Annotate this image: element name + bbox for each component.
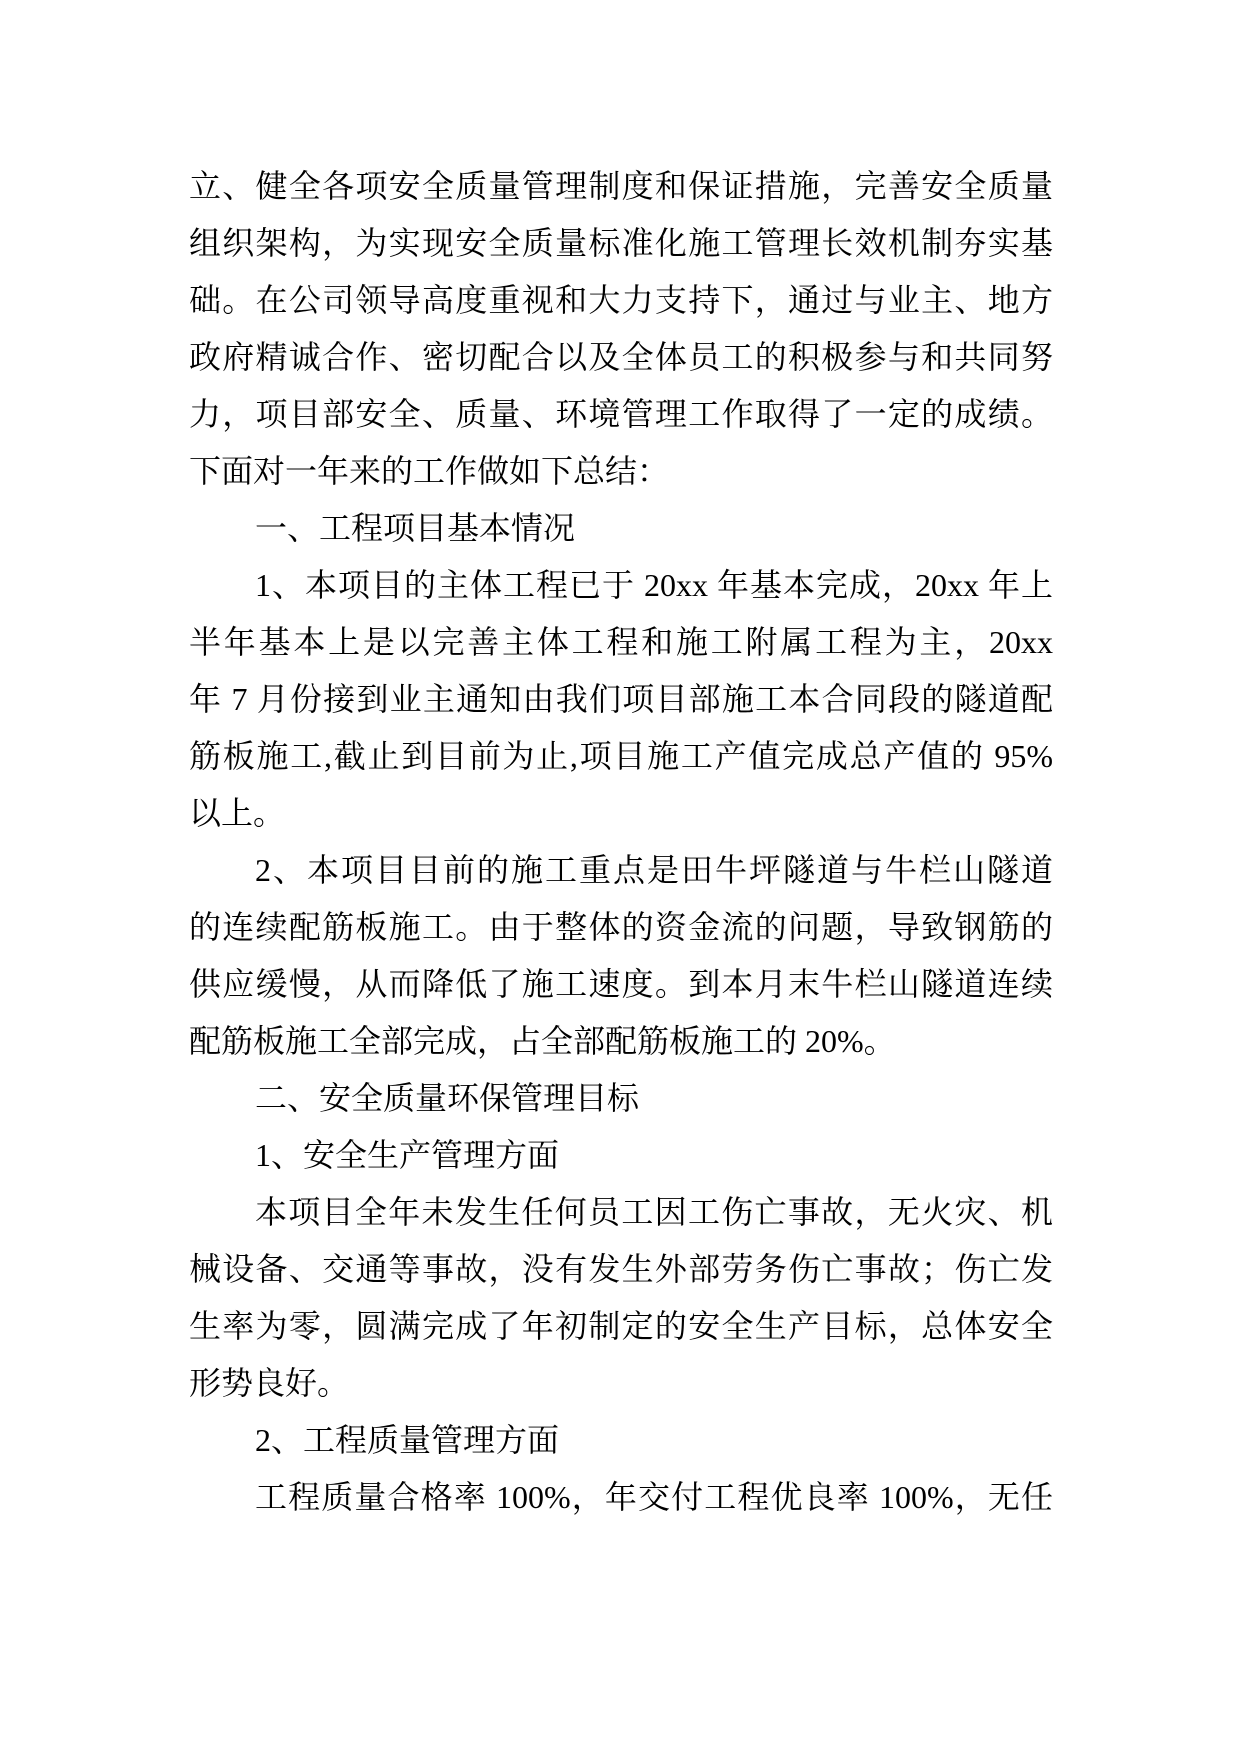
text-line: 筋板施工,截止到目前为止,项目施工产值完成总产值的 95%: [189, 738, 1053, 774]
text-line: 一、工程项目基本情况: [255, 510, 576, 546]
document-body: [189, 158, 1053, 1526]
text-line: 工程质量合格率 100%，年交付工程优良率 100%，无任: [255, 1479, 1053, 1515]
text-line: 形势良好。: [189, 1365, 350, 1401]
paragraph: [189, 1070, 1053, 1127]
paragraph: [189, 557, 1053, 842]
paragraph: [189, 1469, 1053, 1526]
text-line: 本项目全年未发生任何员工因工伤亡事故，无火灾、机: [255, 1194, 1053, 1230]
paragraph: [189, 500, 1053, 557]
text-line: 组织架构，为实现安全质量标准化施工管理长效机制夯实基: [189, 225, 1053, 261]
text-line: 以上。: [189, 795, 286, 831]
text-line: 半年基本上是以完善主体工程和施工附属工程为主，20xx: [189, 624, 1053, 660]
text-line: 1、安全生产管理方面: [255, 1137, 560, 1173]
paragraph: [189, 158, 1053, 500]
text-line: 械设备、交通等事故，没有发生外部劳务伤亡事故；伤亡发: [189, 1251, 1053, 1287]
text-line: 生率为零，圆满完成了年初制定的安全生产目标，总体安全: [189, 1308, 1053, 1344]
text-line: 础。在公司领导高度重视和大力支持下，通过与业主、地方: [189, 282, 1053, 318]
text-line: 下面对一年来的工作做如下总结：: [189, 453, 670, 489]
text-line: 立、健全各项安全质量管理制度和保证措施，完善安全质量: [189, 168, 1053, 204]
text-line: 政府精诚合作、密切配合以及全体员工的积极参与和共同努: [189, 339, 1053, 375]
text-line: 年 7 月份接到业主通知由我们项目部施工本合同段的隧道配: [189, 681, 1053, 717]
text-line: 供应缓慢，从而降低了施工速度。到本月末牛栏山隧道连续: [189, 966, 1053, 1002]
text-line: 的连续配筋板施工。由于整体的资金流的问题，导致钢筋的: [189, 909, 1053, 945]
paragraph: [189, 1412, 1053, 1469]
text-line: 配筋板施工全部完成，占全部配筋板施工的 20%。: [189, 1023, 896, 1059]
text-line: 二、安全质量环保管理目标: [255, 1080, 640, 1116]
text-line: 2、本项目目前的施工重点是田牛坪隧道与牛栏山隧道: [255, 852, 1053, 888]
paragraph: [189, 1127, 1053, 1184]
paragraph: [189, 842, 1053, 1070]
text-line: 1、本项目的主体工程已于 20xx 年基本完成，20xx 年上: [255, 567, 1053, 603]
text-line: 2、工程质量管理方面: [255, 1422, 560, 1458]
text-line: 力，项目部安全、质量、环境管理工作取得了一定的成绩。: [189, 396, 1053, 432]
paragraph: [189, 1184, 1053, 1412]
